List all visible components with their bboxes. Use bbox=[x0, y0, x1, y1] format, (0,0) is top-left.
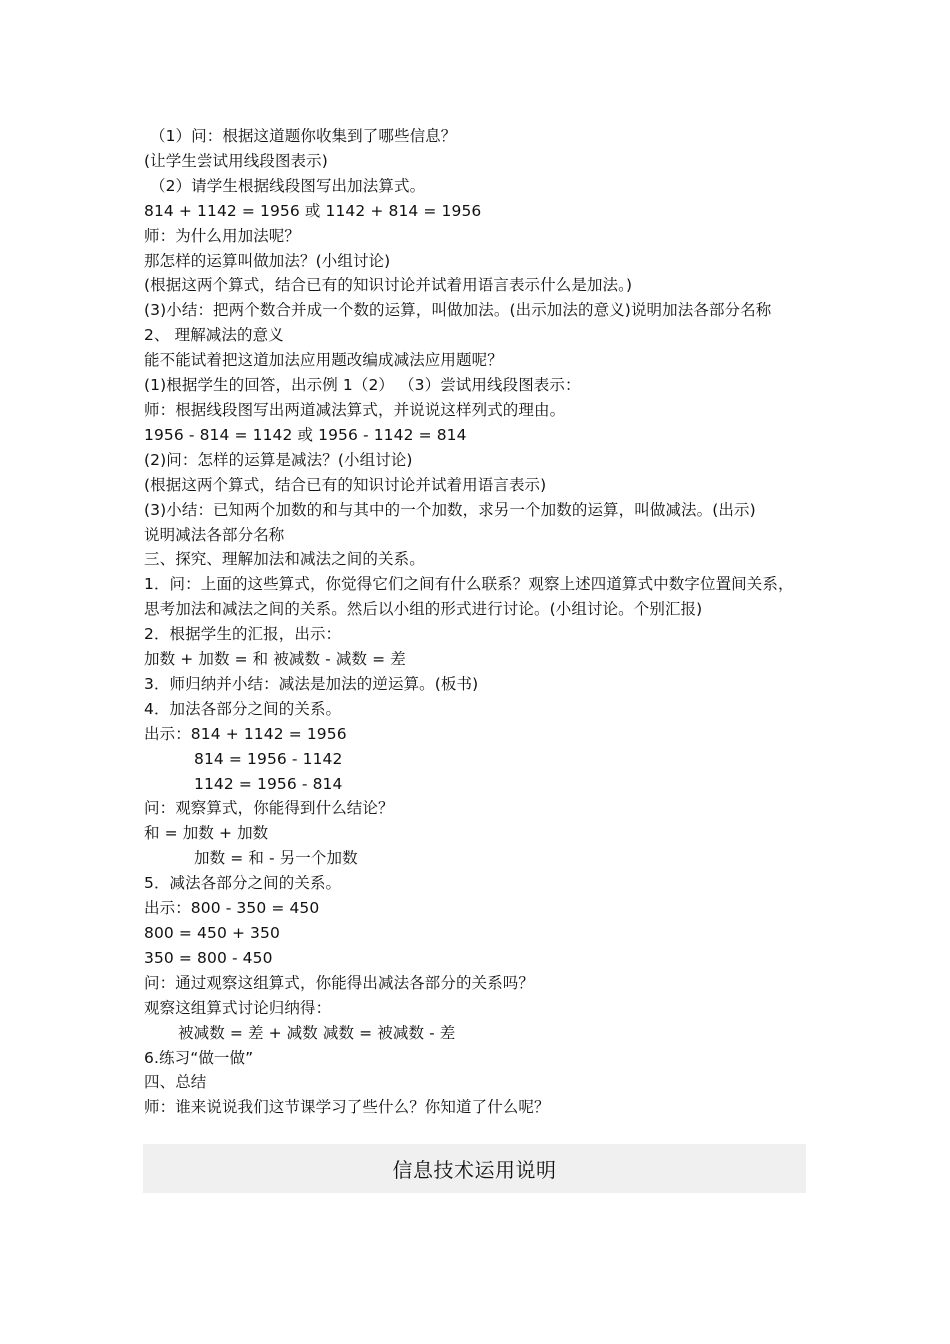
document-body bbox=[144, 124, 824, 1120]
formula-line: 出示：814 + 1142 = 1956 bbox=[144, 724, 347, 743]
text-line: 观察这组算式讨论归纳得： bbox=[144, 998, 332, 1017]
text-line: 4．加法各部分之间的关系。 bbox=[144, 699, 342, 718]
text-line: 师：为什么用加法呢？ bbox=[144, 226, 301, 245]
text-line: (3)小结：已知两个加数的和与其中的一个加数，求另一个加数的运算，叫做减法。(出示) bbox=[144, 500, 756, 519]
section-title: 信息技术运用说明 bbox=[392, 1158, 557, 1182]
text-line: （2）请学生根据线段图写出加法算式。 bbox=[150, 176, 426, 195]
text-line: (3)小结：把两个数合并成一个数的运算，叫做加法。(出示加法的意义)说明加法各部分名称 bbox=[144, 301, 772, 320]
text-line: 3．师归纳并小结：减法是加法的逆运算。(板书) bbox=[144, 674, 479, 693]
text-line: (2)问：怎样的运算是减法？(小组讨论) bbox=[144, 450, 413, 469]
formula-line: 出示：800 - 350 = 450 bbox=[144, 899, 320, 918]
text-line: 814 + 1142 = 1956 或 1142 + 814 = 1956 bbox=[144, 201, 482, 220]
text-line: 问：观察算式，你能得到什么结论？ bbox=[144, 799, 394, 818]
section-heading: 四、总结 bbox=[144, 1073, 207, 1092]
text-line: (1)根据学生的回答，出示例 1（2） （3）尝试用线段图表示： bbox=[144, 376, 581, 395]
section-heading: 三、探究、理解加法和减法之间的关系。 bbox=[144, 550, 425, 569]
text-line: 问：通过观察这组算式，你能得出减法各部分的关系吗？ bbox=[144, 973, 535, 992]
text-line: 说明减法各部分名称 bbox=[144, 525, 285, 544]
text-line: （1）问：根据这道题你收集到了哪些信息？ bbox=[150, 127, 457, 145]
formula-line: 350 = 800 - 450 bbox=[144, 948, 273, 967]
formula-line: 和 = 加数 + 加数 bbox=[144, 824, 269, 843]
formula-line: 被减数 = 差 + 减数 减数 = 被减数 - 差 bbox=[178, 1023, 456, 1042]
text-line: 那怎样的运算叫做加法？(小组讨论) bbox=[144, 251, 391, 270]
formula-line: 1142 = 1956 - 814 bbox=[194, 774, 343, 793]
section-heading: 2、 理解减法的意义 bbox=[144, 326, 284, 345]
text-line: (根据这两个算式，结合已有的知识讨论并试着用语言表示) bbox=[144, 475, 547, 494]
text-line: 能不能试着把这道加法应用题改编成减法应用题呢？ bbox=[144, 351, 503, 370]
section-title-bar bbox=[143, 1144, 806, 1193]
text-line: (根据这两个算式，结合已有的知识讨论并试着用语言表示什么是加法。) bbox=[144, 276, 633, 295]
text-line: 1．问：上面的这些算式，你觉得它们之间有什么联系？观察上述四道算式中数字位置间关系， bbox=[144, 575, 794, 594]
formula-line: 800 = 450 + 350 bbox=[144, 924, 280, 942]
text-line: (让学生尝试用线段图表示) bbox=[144, 151, 328, 170]
formula-line: 加数 = 和 - 另一个加数 bbox=[194, 849, 358, 868]
text-line: 师：谁来说说我们这节课学习了些什么？你知道了什么呢？ bbox=[144, 1098, 550, 1117]
text-line: 思考加法和减法之间的关系。然后以小组的形式进行讨论。(小组讨论。个别汇报) bbox=[144, 600, 703, 619]
text-line: 5．减法各部分之间的关系。 bbox=[144, 874, 342, 893]
text-line: 1956 - 814 = 1142 或 1956 - 1142 = 814 bbox=[144, 425, 467, 444]
formula-line: 加数 + 加数 = 和 被减数 - 减数 = 差 bbox=[144, 650, 406, 669]
text-line: 师：根据线段图写出两道减法算式，并说说这样列式的理由。 bbox=[144, 400, 566, 419]
text-line: 6.练习“做一做” bbox=[144, 1048, 254, 1067]
formula-line: 814 = 1956 - 1142 bbox=[194, 749, 343, 768]
text-line: 2．根据学生的汇报，出示： bbox=[144, 625, 342, 644]
